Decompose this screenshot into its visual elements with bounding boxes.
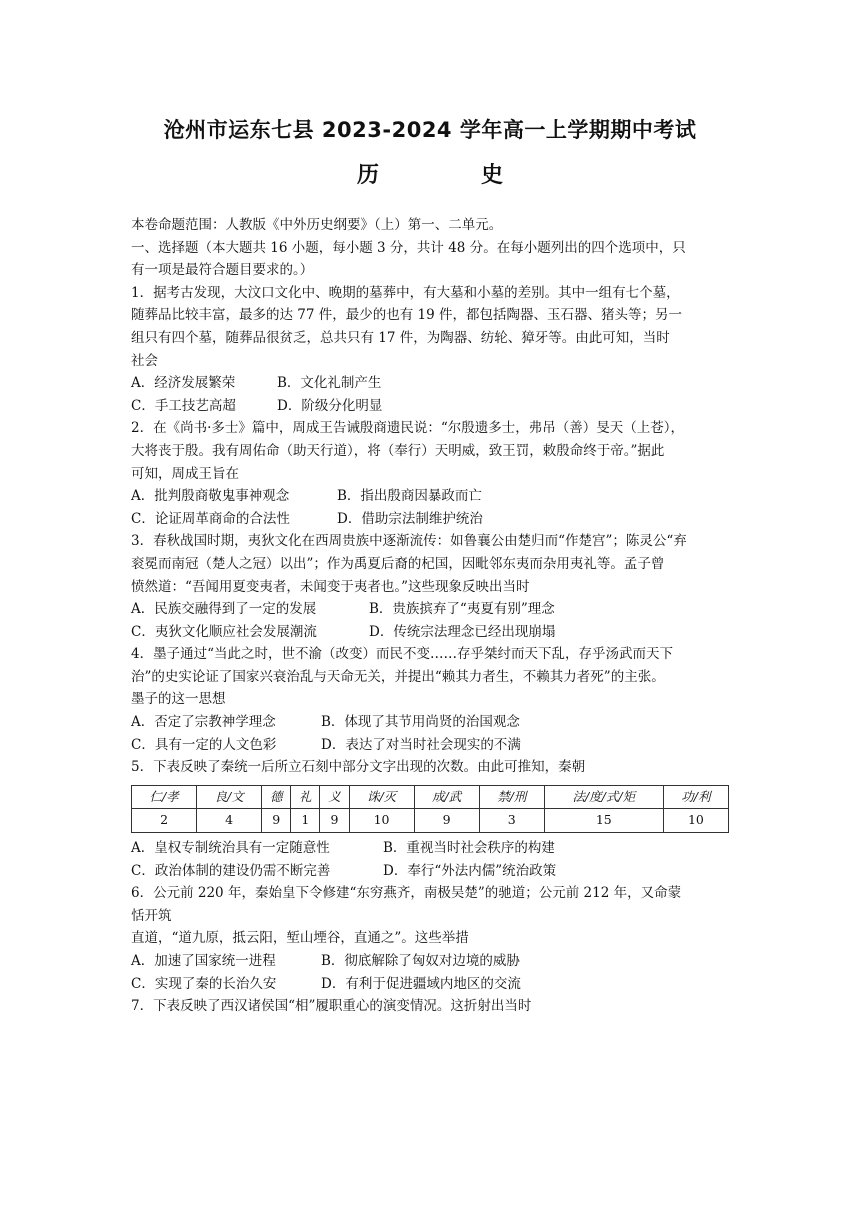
option-c: C．论证周革商命的合法性	[131, 510, 290, 527]
table-header-cell: 禁/刑	[479, 785, 544, 809]
option-c: C．手工技艺高超	[131, 397, 236, 414]
question-2	[131, 417, 729, 530]
question-text-line: 衮冕而南冠（楚人之冠）以出”；作为禹夏后裔的杞国，因毗邻东夷而杂用夷礼等。孟子曾	[131, 555, 665, 572]
option-row	[131, 837, 729, 860]
option-row	[131, 973, 729, 996]
question-text-line: 社会	[131, 352, 158, 369]
table-cell: 10	[349, 809, 414, 833]
question-text-line: 愤然道：“吾闻用夏变夷者，未闻变于夷者也。”这些现象反映出当时	[131, 578, 530, 595]
option-d: D．借助宗法制维护统治	[337, 510, 483, 527]
table-header-cell: 德	[262, 785, 291, 809]
option-c: C．具有一定的人文色彩	[131, 736, 277, 753]
option-row	[131, 395, 729, 418]
inscription-word-count-table	[131, 785, 729, 833]
option-d: D．有利于促进疆域内地区的交流	[321, 975, 521, 992]
option-c: C．夷狄文化顺应社会发展潮流	[131, 623, 317, 640]
question-text-line: 恬开筑	[131, 907, 172, 924]
table-cell: 15	[544, 809, 663, 833]
table-header-cell: 义	[320, 785, 349, 809]
table-cell: 9	[320, 809, 349, 833]
question-7	[131, 995, 729, 1018]
table-header-cell: 诛/灭	[349, 785, 414, 809]
question-text-line: 随葬品比较丰富，最多的达 77 件，最少的也有 19 件，都包括陶器、玉石器、猪头等；另一	[131, 307, 683, 324]
question-text-line: 直道，“道九原，抵云阳，堑山堙谷，直通之”。这些举措	[131, 930, 469, 947]
option-c: C．政治体制的建设仍需不断完善	[131, 862, 331, 879]
table-header-row	[132, 785, 729, 809]
option-row	[131, 950, 729, 973]
table-header-cell: 良/文	[197, 785, 262, 809]
question-text-line: 5．下表反映了秦统一后所立石刻中部分文字出现的次数。由此可推知，秦朝	[131, 759, 586, 776]
table-cell: 2	[132, 809, 197, 833]
question-3	[131, 530, 729, 643]
table-row	[132, 809, 729, 833]
question-text-line: 治”的史实论证了国家兴衰治乱与天命无关，并提出“赖其力者生，不赖其力者死”的主张。	[131, 668, 665, 685]
question-text-line: 组只有四个墓，随葬品很贫乏，总共只有 17 件，为陶器、纺轮、獐牙等。由此可知，当时	[131, 329, 670, 346]
table-header-cell: 法/度/式/矩	[544, 785, 663, 809]
table-cell: 4	[197, 809, 262, 833]
option-d: D．表达了对当时社会现实的不满	[321, 736, 521, 753]
exam-body	[131, 214, 729, 1018]
option-row	[131, 598, 729, 621]
section-instructions-line: 一、选择题（本大题共 16 小题，每小题 3 分，共计 48 分。在每小题列出的四个选项中，只	[131, 239, 686, 256]
question-text-line: 7．下表反映了西汉诸侯国“相”履职重心的演变情况。这折射出当时	[131, 998, 532, 1015]
option-row	[131, 734, 729, 757]
question-text-line: 墨子的这一思想	[131, 691, 226, 708]
option-b: B．贵族摈弃了“夷夏有别”理念	[369, 601, 555, 618]
option-a: A．经济发展繁荣	[131, 375, 236, 392]
table-header-cell: 成/武	[414, 785, 479, 809]
question-text-line: 2．在《尚书·多士》篇中，周成王告诫殷商遗民说：“尔殷遗多士，弗吊（善）旻天（上苍），	[131, 420, 685, 437]
option-a: A．批判殷商敬鬼事神观念	[131, 488, 290, 505]
section-instructions-line: 有一项是最符合题目要求的。）	[131, 262, 314, 279]
option-row	[131, 711, 729, 734]
question-text-line: 大将丧于殷。我有周佑命（助天行道），将（奉行）天明威，致王罚，敕殷命终于帝。”据此	[131, 442, 665, 459]
table-cell: 9	[414, 809, 479, 833]
table-cell: 1	[291, 809, 320, 833]
option-row	[131, 372, 729, 395]
option-a: A．皇权专制统治具有一定随意性	[131, 840, 330, 857]
option-b: B．体现了其节用尚贤的治国观念	[321, 714, 520, 731]
question-text-line: 1．据考古发现，大汶口文化中、晚期的墓葬中，有大墓和小墓的差别。其中一组有七个墓，	[131, 284, 680, 301]
option-row	[131, 860, 729, 883]
exam-title: 沧州市运东七县 2023-2024 学年高一上学期期中考试	[163, 118, 697, 142]
option-d: D．阶级分化明显	[277, 397, 383, 414]
option-b: B．重视当时社会秩序的构建	[383, 840, 555, 857]
option-a: A．加速了国家统一进程	[131, 953, 276, 969]
question-1	[131, 282, 729, 418]
option-a: A．民族交融得到了一定的发展	[131, 601, 317, 618]
table-cell: 10	[663, 809, 728, 833]
option-b: B．文化礼制产生	[277, 375, 382, 392]
question-text-line: 4．墨子通过“当此之时，世不渝（改变）而民不变……存乎桀纣而天下乱，存乎汤武而天下	[131, 646, 673, 663]
question-5	[131, 756, 729, 882]
option-a: A．否定了宗教神学理念	[131, 714, 276, 731]
option-row	[131, 508, 729, 531]
option-row	[131, 485, 729, 508]
option-b: B．彻底解除了匈奴对边境的威胁	[321, 953, 520, 969]
table-header-cell: 功/利	[663, 785, 728, 809]
question-4	[131, 643, 729, 756]
option-c: C．实现了秦的长治久安	[131, 975, 277, 992]
question-6	[131, 882, 729, 995]
table-header-cell: 礼	[291, 785, 320, 809]
question-text-line: 3．春秋战国时期，夷狄文化在西周贵族中逐渐流传：如鲁襄公由楚归而“作楚宫”；陈灵公“弃	[131, 533, 687, 550]
table-cell: 9	[262, 809, 291, 833]
option-d: D．传统宗法理念已经出现崩塌	[369, 623, 556, 640]
table-cell: 3	[479, 809, 544, 833]
question-text-line: 可知，周成王旨在	[131, 465, 239, 482]
question-text-line: 6．公元前 220 年，秦始皇下令修建“东穷燕齐，南极吴楚”的驰道；公元前 212 年，又命蒙	[131, 885, 682, 902]
option-b: B．指出殷商因暴政而亡	[337, 488, 482, 505]
subject-title: 历 史	[356, 163, 543, 188]
option-row	[131, 621, 729, 644]
scope-note: 本卷命题范围：人教版《中外历史纲要》（上）第一、二单元。	[131, 217, 503, 233]
table-header-cell: 仁/孝	[132, 785, 197, 809]
option-d: D．奉行“外法内儒”统治政策	[383, 862, 557, 879]
